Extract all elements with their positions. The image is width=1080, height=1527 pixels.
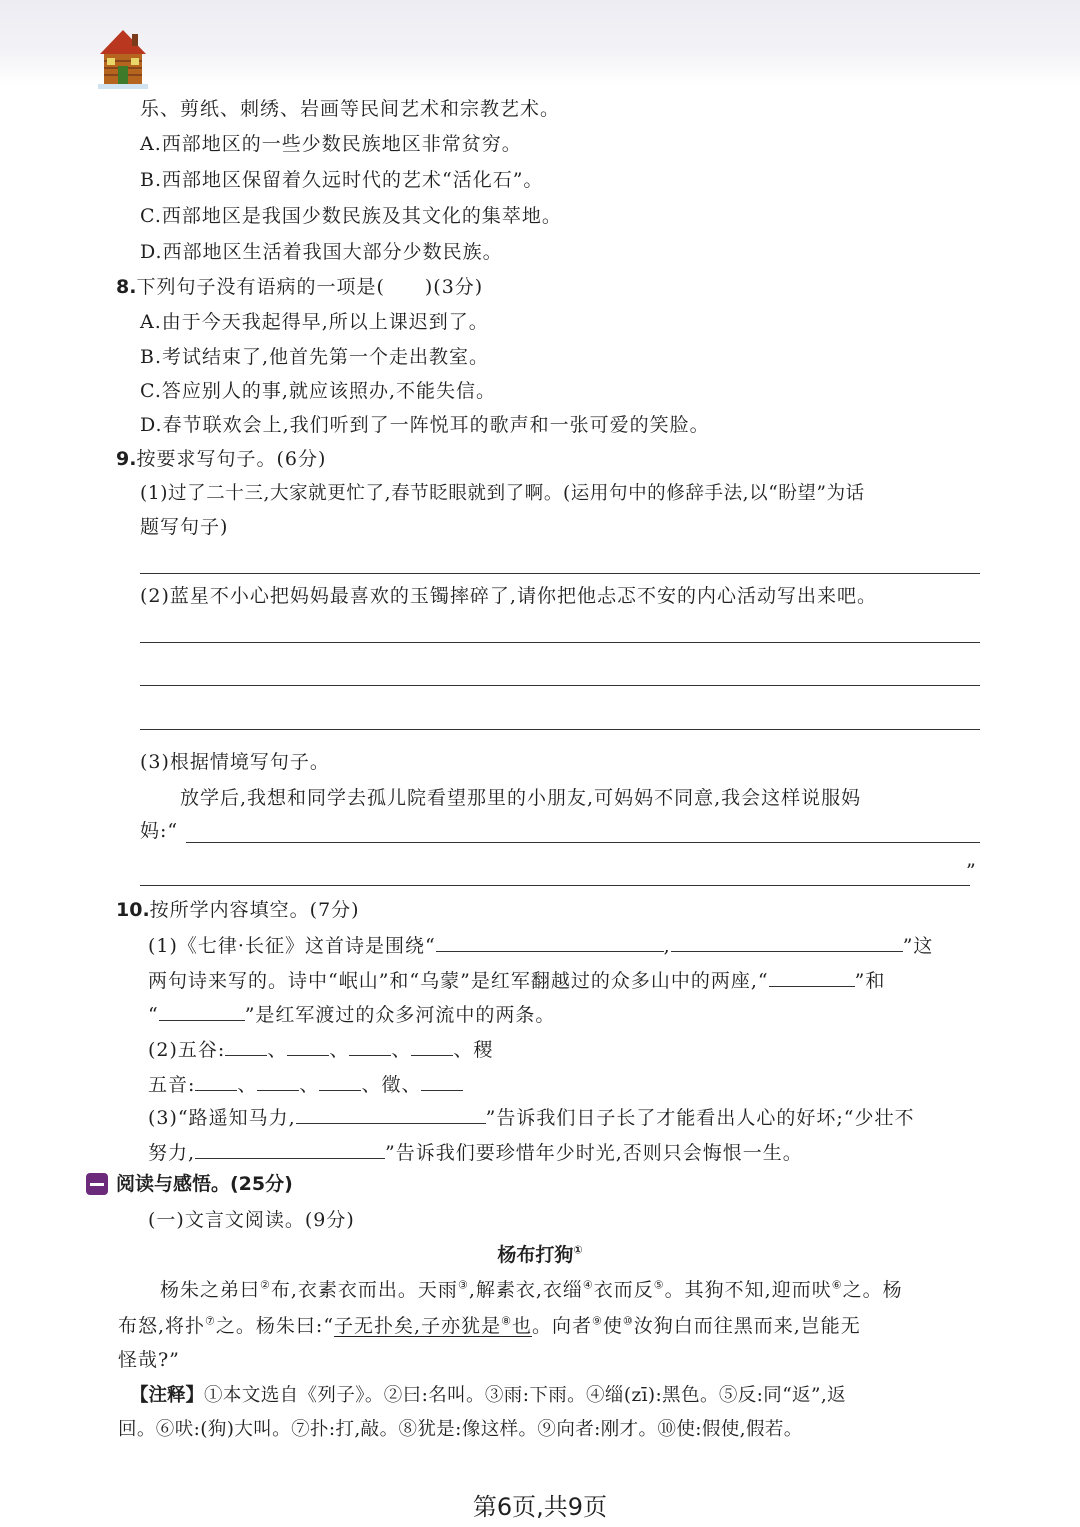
blank-wuyin-1[interactable]	[195, 1070, 237, 1091]
q8-stem	[116, 274, 483, 300]
q10-line7	[148, 1138, 803, 1166]
q10-wugu-end: 、稷	[453, 1039, 494, 1061]
q8-text: 下列句子没有语病的一项是( )(3分)	[136, 276, 484, 298]
q9-part3: (3)根据情境写句子。	[140, 751, 330, 773]
q9-answer-line-4[interactable]	[140, 729, 980, 730]
page-number: 第6页,共9页	[472, 1493, 608, 1521]
q10-number: 10.	[116, 899, 150, 921]
q8-option-c: C.答应别人的事,就应该照办,不能失信。	[140, 380, 496, 402]
q9-stem	[116, 446, 326, 472]
q10-text: 按所学内容填空。(7分)	[149, 899, 360, 921]
passage-title-text: 杨布打狗	[497, 1244, 574, 1266]
passage-text: 衣而反	[593, 1279, 654, 1301]
q9-part2: (2)蓝星不小心把妈妈最喜欢的玉镯摔碎了,请你把他忐忑不安的内心活动写出来吧。	[140, 585, 877, 607]
q9-text: 按要求写句子。(6分)	[136, 448, 327, 470]
blank-wugu-3[interactable]	[349, 1035, 391, 1056]
q10-line5-wuyin	[148, 1070, 463, 1098]
q7-option-b: B.西部地区保留着久远时代的艺术“活化石”。	[140, 169, 544, 191]
note-ref: ⑦	[205, 1314, 216, 1328]
q10-l1-end: ”这	[902, 935, 934, 957]
passage-text: 杨朱之弟曰	[160, 1279, 261, 1301]
sep: 、	[267, 1039, 288, 1061]
q7-continuation: 乐、剪纸、刺绣、岩画等民间艺术和宗教艺术。	[140, 98, 561, 120]
note-ref: ③	[457, 1278, 469, 1292]
q8-option-b: B.考试结束了,他首先第一个走出教室。	[140, 346, 490, 368]
blank-changzheng-1[interactable]	[436, 931, 664, 952]
blank-river-1[interactable]	[769, 966, 855, 987]
passage-text: 也	[511, 1315, 532, 1337]
blank-proverb-1[interactable]	[296, 1103, 486, 1124]
q10-wuyin-mid: 、徵、	[361, 1074, 422, 1096]
note-ref: ⑥	[831, 1278, 843, 1292]
q10-l1-text: (1)《七律·长征》这首诗是围绕“	[148, 935, 436, 957]
q10-l6-text: (3)“路遥知马力,	[148, 1107, 296, 1129]
blank-wuyin-4[interactable]	[421, 1070, 463, 1091]
q8-option-a: A.由于今天我起得早,所以上课迟到了。	[140, 311, 489, 333]
q10-wuyin-label: 五音:	[148, 1074, 196, 1096]
passage-text: ,解素衣,衣缁	[468, 1279, 583, 1301]
house-icon	[98, 28, 148, 90]
annotation-line-2: 回。⑥吠:(狗)大叫。⑦扑:打,敲。⑧犹是:像这样。⑨向者:刚才。⑩使:假使,假若。	[118, 1419, 803, 1440]
q10-l1-comma: ,	[663, 935, 671, 957]
q9-answer-line-3[interactable]	[140, 685, 980, 686]
q8-option-d: D.春节联欢会上,我们听到了一阵悦耳的歌声和一张可爱的笑脸。	[140, 414, 710, 436]
note-ref: ④	[582, 1278, 594, 1292]
q10-stem	[116, 897, 360, 923]
note-ref: ⑨	[592, 1314, 603, 1328]
blank-wuyin-2[interactable]	[257, 1070, 299, 1091]
passage-text: 。其狗不知,迎而吠	[664, 1279, 832, 1301]
passage-line-1	[160, 1277, 903, 1303]
q7-option-c: C.西部地区是我国少数民族及其文化的集萃地。	[140, 205, 562, 227]
q10-l7-end: ”告诉我们要珍惜年少时光,否则只会悔恨一生。	[385, 1142, 803, 1164]
q10-wugu-label: (2)五谷:	[148, 1039, 226, 1061]
passage-text: 布,衣素衣而出。天雨	[270, 1279, 458, 1301]
blank-wugu-2[interactable]	[287, 1035, 329, 1056]
passage-text: 布怒,将扑	[118, 1315, 206, 1337]
header-band	[0, 0, 1080, 86]
passage-text: 。向者	[531, 1315, 592, 1337]
section-title: 阅读与感悟。(25分)	[116, 1173, 293, 1195]
blank-wugu-4[interactable]	[411, 1035, 453, 1056]
annotation-line-1	[130, 1383, 846, 1409]
q9-part1-line2: 题写句子)	[140, 516, 229, 538]
q10-l6-end: ”告诉我们日子长了才能看出人心的好坏;“少壮不	[485, 1107, 915, 1129]
passage-text: 之。杨朱曰:“	[215, 1315, 335, 1337]
blank-river-2[interactable]	[159, 1000, 245, 1021]
sep: 、	[237, 1074, 258, 1096]
blank-wugu-1[interactable]	[225, 1035, 267, 1056]
blank-proverb-2[interactable]	[195, 1138, 385, 1159]
q10-l3-quote: “	[148, 1004, 159, 1026]
q9-answer-line-1[interactable]	[140, 573, 980, 574]
q10-line6	[148, 1103, 915, 1131]
q10-line3	[148, 1000, 555, 1028]
q7-option-a: A.西部地区的一些少数民族地区非常贫穷。	[140, 133, 522, 155]
q10-l3-text: ”是红军渡过的众多河流中的两条。	[244, 1004, 556, 1026]
note-ref: ⑩	[622, 1314, 634, 1328]
sep: 、	[391, 1039, 412, 1061]
note-ref: ⑤	[653, 1278, 665, 1292]
q9-part3-prompt: 妈:“	[140, 820, 179, 842]
q9-answer-line-6[interactable]	[140, 885, 970, 886]
q9-part3-scenario: 放学后,我想和同学去孤儿院看望那里的小朋友,可妈妈不同意,我会这样说服妈	[180, 787, 862, 809]
passage-text: 子无扑矣,子亦犹是	[334, 1315, 502, 1337]
q8-number: 8.	[116, 276, 137, 298]
underlined-sentence	[334, 1315, 532, 1337]
annotation-text: ①本文选自《列子》。②曰:名叫。③雨:下雨。④缁(zī):黑色。⑤反:同“返”,返	[204, 1385, 846, 1406]
blank-wuyin-3[interactable]	[319, 1070, 361, 1091]
q9-closing-quote: ”	[966, 860, 977, 882]
q9-answer-line-5[interactable]	[186, 842, 980, 843]
note-ref: ⑧	[501, 1314, 512, 1328]
passage-text: 汝狗白而往黑而来,岂能无	[633, 1315, 861, 1337]
q7-option-d: D.西部地区生活着我国大部分少数民族。	[140, 241, 503, 263]
passage-title	[0, 1240, 1080, 1267]
sep: 、	[299, 1074, 320, 1096]
q10-l2-end: ”和	[854, 970, 886, 992]
section-marker-icon	[86, 1173, 108, 1195]
passage-line-3: 怪哉?”	[118, 1349, 180, 1371]
section-subtitle: (一)文言文阅读。(9分)	[148, 1209, 355, 1231]
q9-answer-line-2[interactable]	[140, 642, 980, 643]
annotation-label: 【注释】	[130, 1385, 205, 1406]
q10-l7-text: 努力,	[148, 1142, 196, 1164]
q10-line1	[148, 931, 933, 959]
sep: 、	[329, 1039, 350, 1061]
q9-part1-line1: (1)过了二十三,大家就更忙了,春节眨眼就到了啊。(运用句中的修辞手法,以“盼望”为话	[140, 483, 865, 504]
passage-title-note: ①	[573, 1243, 583, 1257]
q10-line2	[148, 966, 885, 994]
q10-l2-text: 两句诗来写的。诗中“岷山”和“乌蒙”是红军翻越过的众多山中的两座,“	[148, 970, 769, 992]
note-ref: ②	[260, 1278, 271, 1292]
blank-changzheng-2[interactable]	[671, 931, 903, 952]
passage-line-2	[118, 1313, 861, 1339]
q9-number: 9.	[116, 448, 137, 470]
passage-text: 使	[602, 1315, 623, 1337]
passage-text: 之。杨	[842, 1279, 903, 1301]
q10-line4-wugu	[148, 1035, 493, 1063]
